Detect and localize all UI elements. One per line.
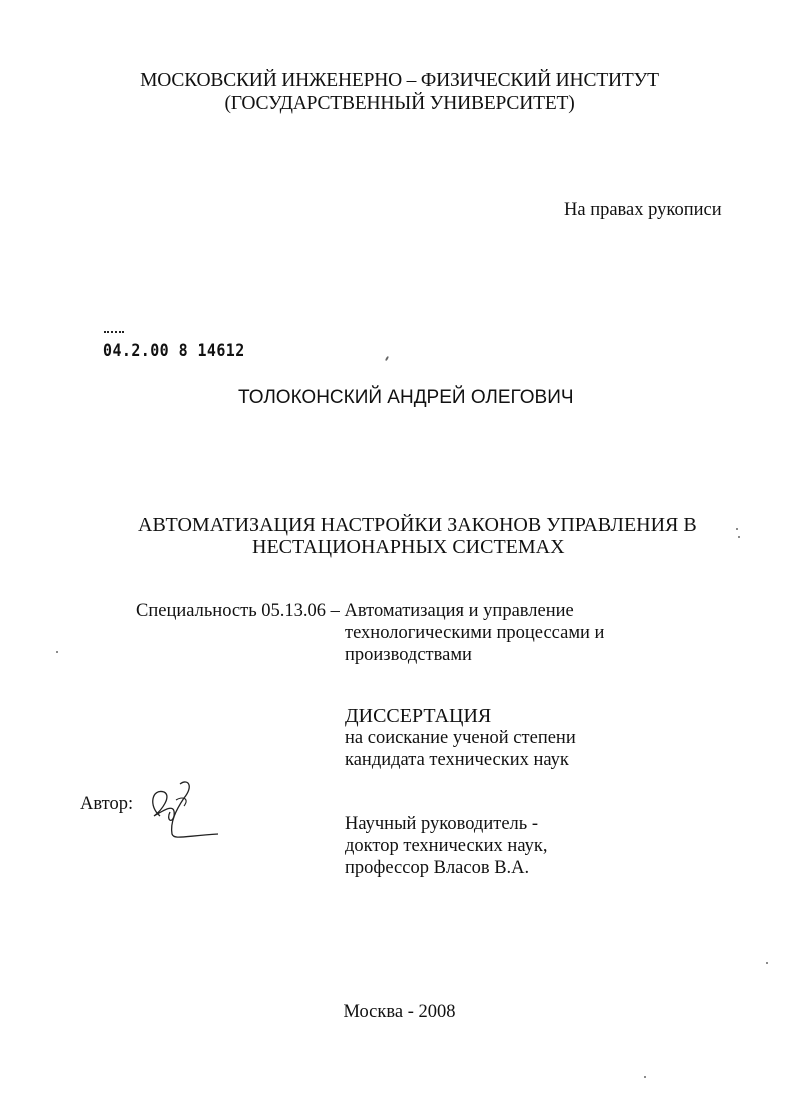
scan-speck — [56, 651, 58, 653]
thesis-title-line1: АВТОМАТИЗАЦИЯ НАСТРОЙКИ ЗАКОНОВ УПРАВЛЕНИЯ В — [138, 514, 697, 536]
dissertation-heading: ДИССЕРТАЦИЯ — [345, 705, 492, 727]
scan-speck — [766, 962, 768, 964]
specialty-line2: технологическими процессами и — [345, 623, 605, 643]
author-signature — [140, 776, 230, 842]
scan-speck — [736, 528, 738, 530]
city-year: Москва - 2008 — [343, 1002, 456, 1022]
scan-speck — [738, 536, 740, 538]
institution-status: (ГОСУДАРСТВЕННЫЙ УНИВЕРСИТЕТ) — [224, 93, 575, 114]
scan-speck — [385, 356, 389, 361]
registration-number: 04.2.00 8 14612 — [103, 341, 245, 361]
specialty-line1: Специальность 05.13.06 – Автоматизация и управление — [136, 601, 574, 621]
stamp-mark — [104, 331, 124, 337]
dissertation-degree-line1: на соискание ученой степени — [345, 728, 576, 748]
specialty-line3: производствами — [345, 645, 472, 665]
scan-speck — [644, 1076, 646, 1078]
institution-name: МОСКОВСКИЙ ИНЖЕНЕРНО – ФИЗИЧЕСКИЙ ИНСТИТУТ — [140, 70, 659, 91]
author-name: ТОЛОКОНСКИЙ АНДРЕЙ ОЛЕГОВИЧ — [238, 387, 574, 408]
manuscript-note: На правах рукописи — [564, 200, 722, 220]
author-label: Автор: — [80, 794, 134, 814]
advisor-role: Научный руководитель - — [345, 814, 538, 834]
thesis-title-line2: НЕСТАЦИОНАРНЫХ СИСТЕМАХ — [252, 536, 565, 558]
advisor-degree: доктор технических наук, — [345, 836, 548, 856]
dissertation-degree-line2: кандидата технических наук — [345, 750, 569, 770]
advisor-name: профессор Власов В.А. — [345, 858, 530, 878]
